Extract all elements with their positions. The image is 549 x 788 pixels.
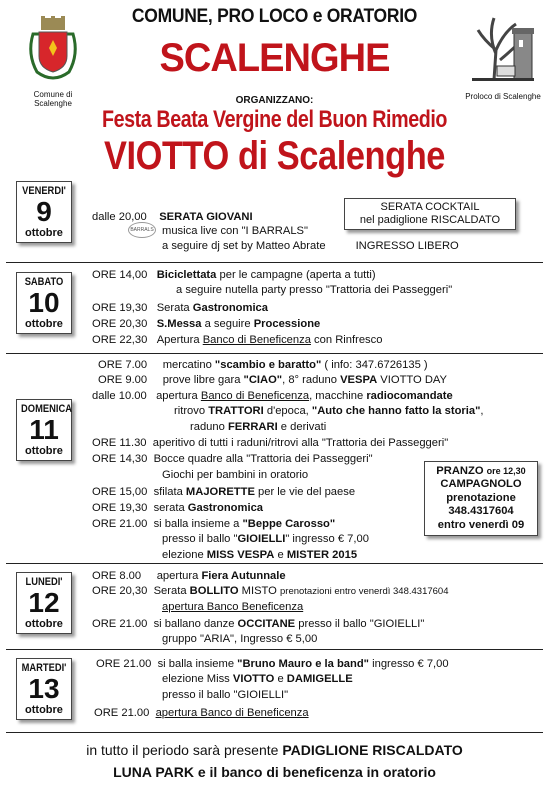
festa-title: Festa Beata Vergine del Buon Rimedio (101, 106, 448, 133)
divider (6, 353, 543, 354)
day-box-friday (16, 181, 72, 243)
cocktail-box (344, 198, 516, 230)
comune-caption: Comune di Scalenghe (33, 90, 73, 108)
divider (6, 732, 543, 733)
divider (6, 262, 543, 263)
pranzo-title: PRANZO (436, 465, 484, 477)
day-box-monday (16, 572, 72, 634)
cocktail-title: SERATA COCKTAIL (380, 201, 480, 213)
event-title: SERATA GIOVANI (159, 211, 253, 223)
day-number: 12 (28, 587, 60, 618)
organize-label: ORGANIZZANO: (235, 95, 314, 106)
day-number: 9 (36, 196, 52, 227)
dj-line: a seguire dj set by Matteo Abrate INGRESSO LIBERO (162, 240, 459, 252)
day-month: ottobre (25, 704, 63, 716)
proloco-caption: Proloco di Scalenghe (465, 92, 541, 101)
band-logo-icon: BARRALS (128, 222, 156, 238)
day-box-saturday (16, 272, 72, 334)
day-month: ottobre (25, 445, 63, 457)
pranzo-time: ore 12,30 (486, 466, 526, 476)
pranzo-box (424, 461, 538, 536)
time: dalle 20,00 (92, 211, 147, 223)
day-box-tuesday (16, 658, 72, 720)
footer-line-2: LUNA PARK e il banco di beneficenza in oratorio (113, 764, 436, 780)
day-name: MARTEDI' (21, 662, 67, 674)
day-month: ottobre (25, 318, 63, 330)
pranzo-phone: 348.4317604 (448, 505, 514, 518)
divider (6, 649, 543, 650)
day-number: 13 (28, 673, 60, 704)
town-title: SCALENGHE (159, 36, 390, 80)
pranzo-booking: prenotazione (446, 491, 516, 504)
pranzo-name: CAMPAGNOLO (440, 478, 522, 491)
organizers-title: COMUNE, PRO LOCO e ORATORIO (131, 6, 418, 27)
footer-line-1: in tutto il periodo sarà presente PADIGLIONE RISCALDATO (86, 742, 463, 758)
day-box-sunday (16, 399, 72, 461)
pranzo-deadline: entro venerdì 09 (437, 518, 525, 531)
day-number: 11 (29, 414, 59, 445)
day-name: LUNEDI' (25, 576, 63, 588)
band-line: musica live con "I BARRALS" (162, 225, 308, 237)
cocktail-subtitle: nel padiglione RISCALDATO (359, 214, 501, 226)
day-month: ottobre (25, 227, 63, 239)
day-name: VENERDI' (22, 185, 66, 197)
day-name: SABATO (24, 276, 64, 288)
day-number: 10 (28, 287, 60, 318)
day-name: DOMENICA (21, 403, 72, 415)
day-month: ottobre (25, 618, 63, 630)
viotto-title: VIOTTO di Scalenghe (103, 134, 445, 178)
divider (6, 563, 543, 564)
